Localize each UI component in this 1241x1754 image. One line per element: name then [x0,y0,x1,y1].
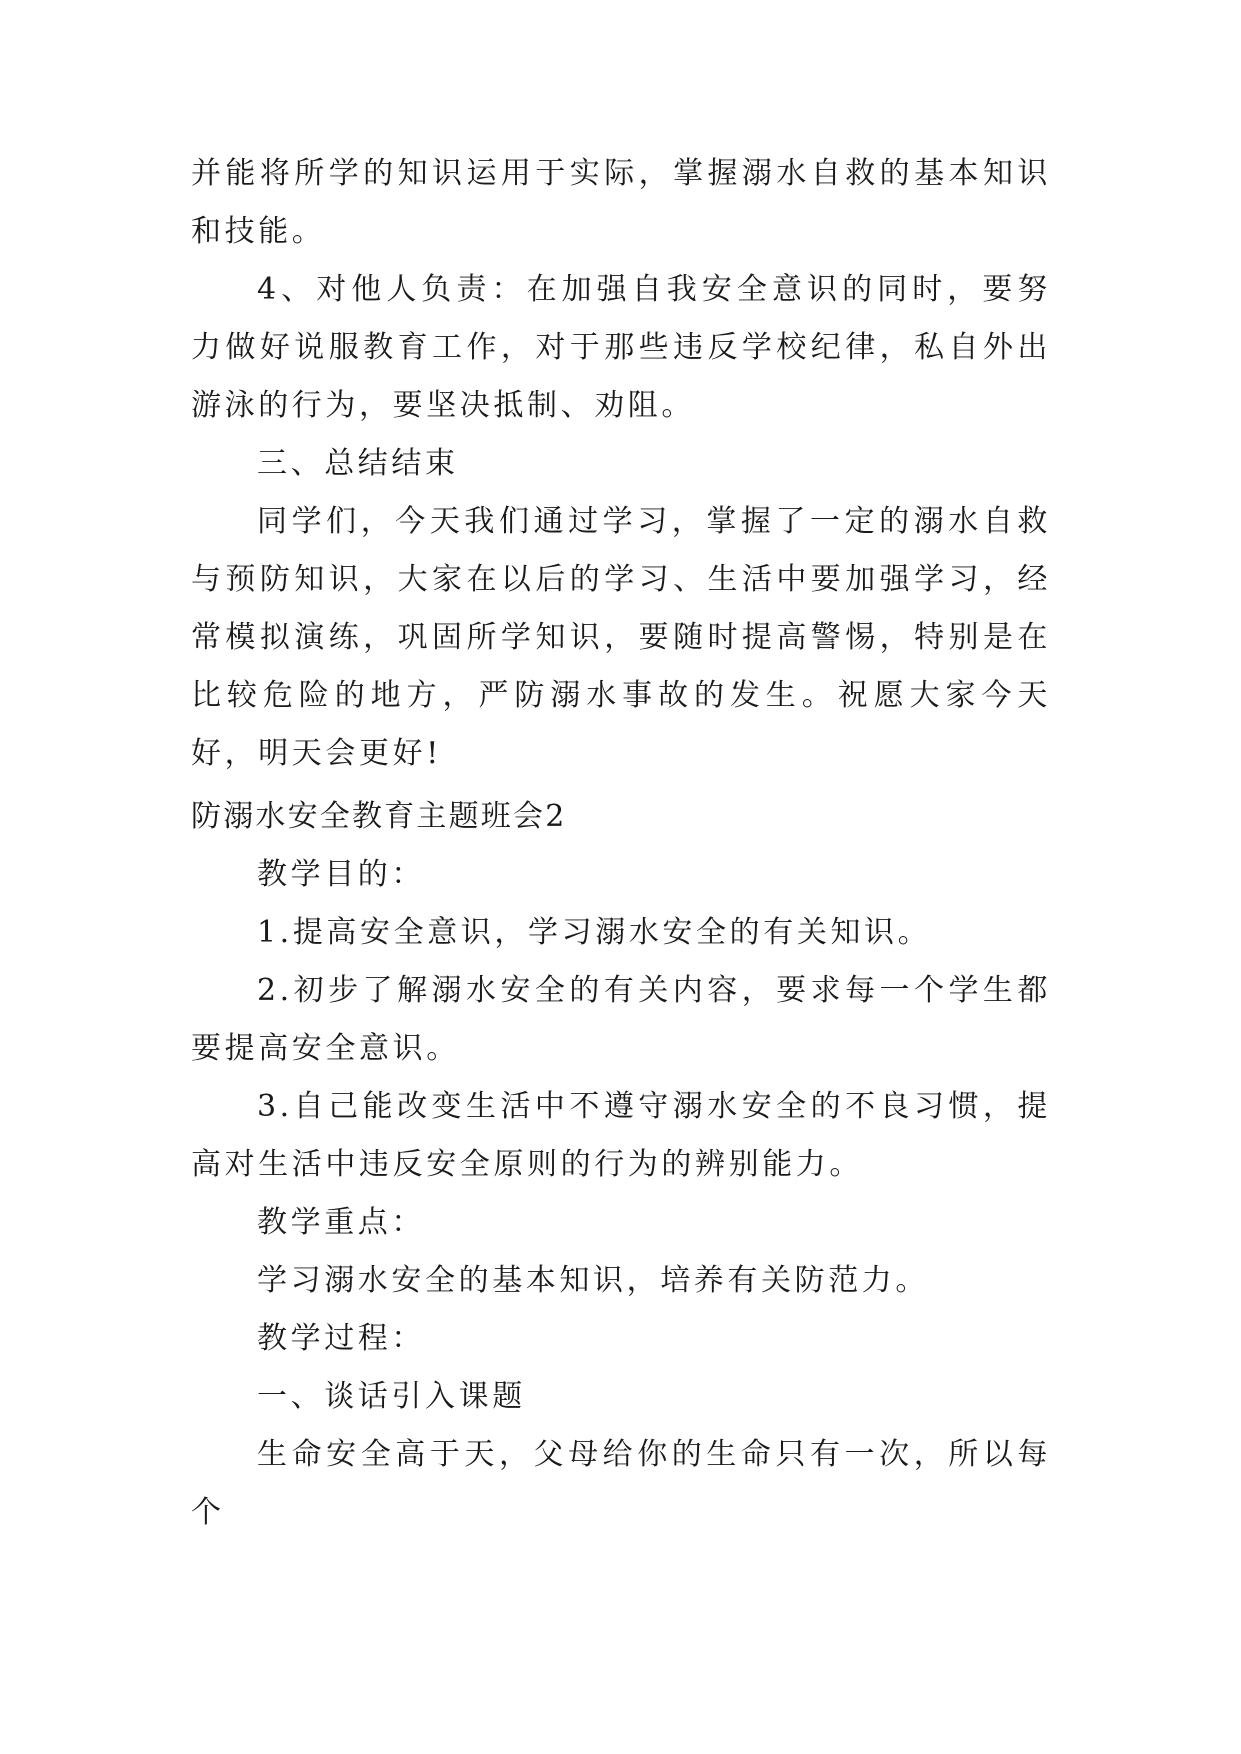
paragraph-closing: 同学们，今天我们通过学习，掌握了一定的溺水自救与预防知识，大家在以后的学习、生活中要加强学习，经常模拟演练，巩固所学知识，要随时提高警惕，特别是在比较危险的地方，严防溺水事故的发生。祝愿大家今天好，明天会更好! [191,504,1051,771]
paragraph-continuation: 并能将所学的知识运用于实际，掌握溺水自救的基本知识和技能。 [191,156,1051,249]
process-step-1-text: 生命安全高于天，父母给你的生命只有一次，所以每个 [191,1437,1051,1530]
document-body-bottom [191,846,1051,1542]
teaching-focus-text: 学习溺水安全的基本知识，培养有关防范力。 [257,1263,929,1298]
section-title [191,788,1051,846]
lesson-title: 防溺水安全教育主题班会2 [191,799,567,834]
section-heading-summary: 三、总结结束 [257,446,459,481]
paragraph-item-4: 4、对他人负责：在加强自我安全意识的同时，要努力做好说服教育工作，对于那些违反学校纪律，私自外出游泳的行为，要坚决抵制、劝阻。 [191,272,1051,423]
heading-teaching-goals: 教学目的： [257,857,425,892]
goal-item-2: 2.初步了解溺水安全的有关内容，要求每一个学生都要提高安全意识。 [191,973,1051,1066]
heading-teaching-process: 教学过程： [257,1321,425,1356]
goal-item-3: 3.自己能改变生活中不遵守溺水安全的不良习惯，提高对生活中违反安全原则的行为的辨别能力。 [191,1089,1051,1182]
goal-item-1: 1.提高安全意识，学习溺水安全的有关知识。 [257,915,932,950]
heading-teaching-focus: 教学重点： [257,1205,425,1240]
document-body-top [191,145,1051,783]
process-step-1-heading: 一、谈话引入课题 [257,1379,526,1414]
